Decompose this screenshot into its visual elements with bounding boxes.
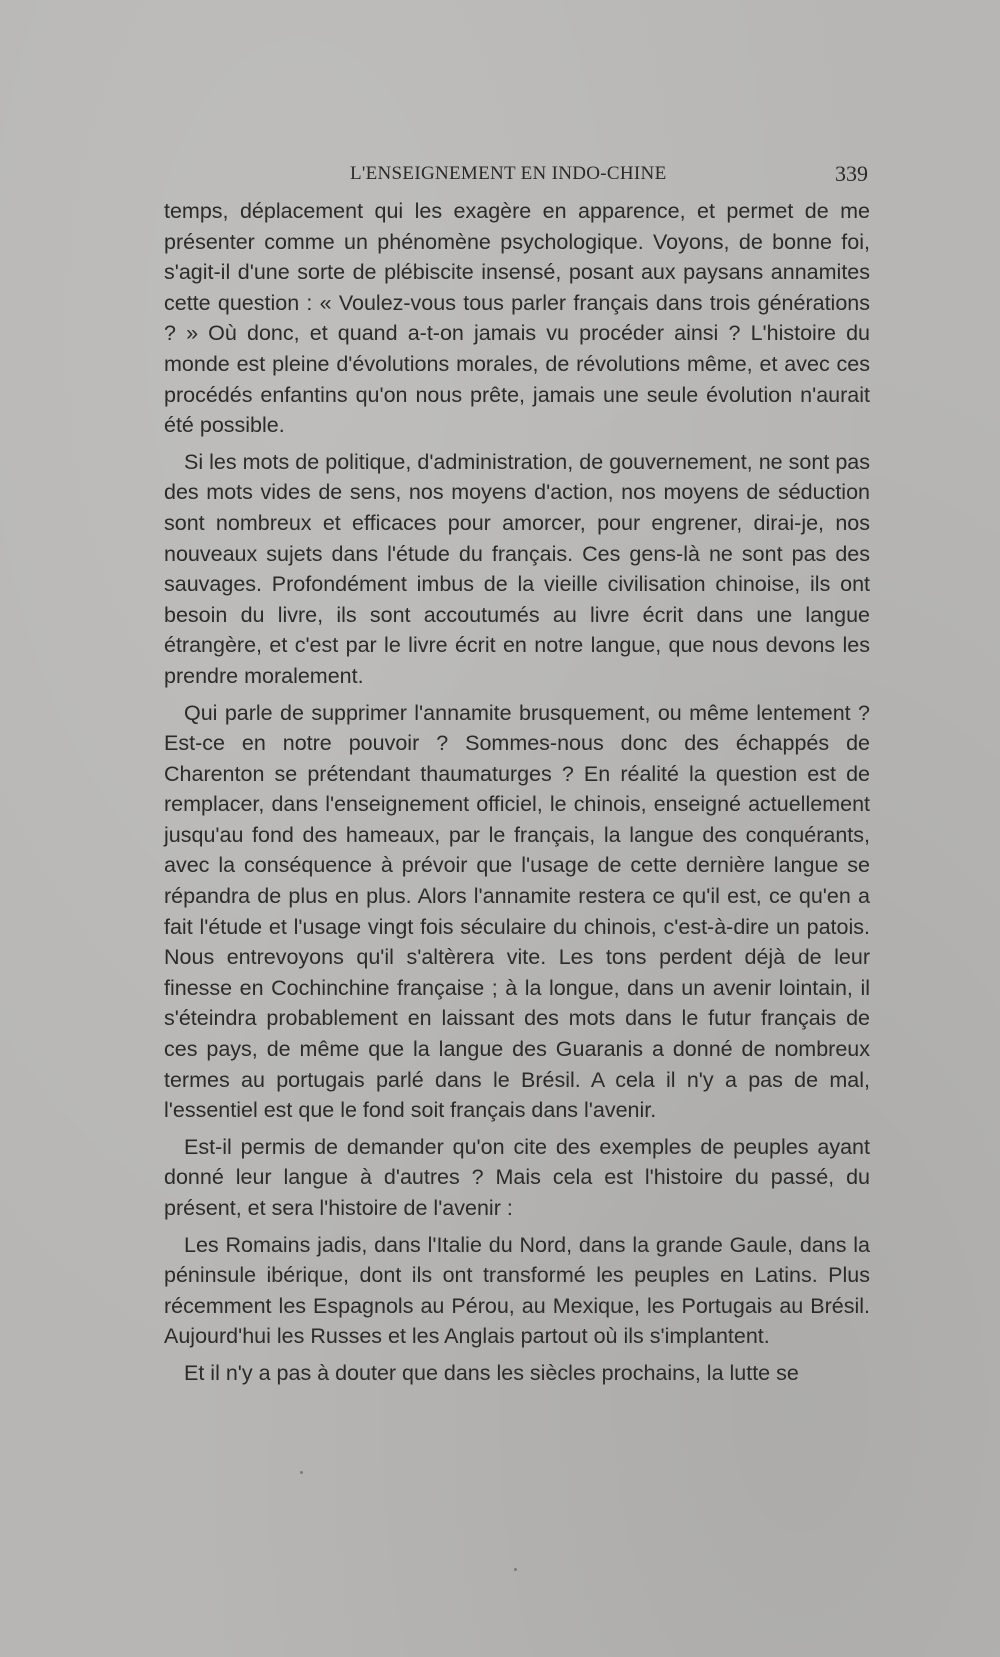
paragraph: Les Romains jadis, dans l'Italie du Nord, dans la grande Gaule, dans la péninsule ibérique, dont ils ont transformé les peuples en Latins. Plus récemment les Espagnols au Pérou, au Mexique, les Portugais au Brésil. Aujourd'hui les Russes et les Anglais partout où ils s'implantent. [164, 1232, 870, 1349]
page-header [168, 163, 868, 193]
paper-speck [300, 1471, 303, 1474]
body-text [164, 196, 870, 1389]
paragraph-last-line: Et il n'y a pas à douter que dans les siècles prochains, la lutte se [184, 1360, 799, 1385]
paragraph: Si les mots de politique, d'administration, de gouvernement, ne sont pas des mots vides de sens, nos moyens d'action, nos moyens de séduction sont nombreux et efficaces pour amorcer, pour engrener, dirai-je, nos nouveaux sujets dans l'étude du français. Ces gens-là ne sont pas des sauvages. Profondément imbus de la vieille civilisation chinoise, ils ont besoin du livre, ils sont accoutumés au livre écrit dans une langue étrangère, et c'est par le livre écrit en notre langue, que nous devons les prendre moralement. [164, 449, 870, 688]
paragraph-continuation: temps, déplacement qui les exagère en apparence, et permet de me présenter comme un phénomène psychologique. Voyons, de bonne foi, s'agit-il d'une sorte de plébiscite insensé, posant aux paysans annamites cette question : « Voulez-vous tous parler français dans trois générations ? » Où donc, et quand a-t-on jamais vu procéder ainsi ? L'histoire du monde est pleine d'évolutions morales, de révolutions même, et avec ces procédés enfantins qu'on nous prête, jamais une seule évolution n'aurait été possible. [164, 199, 870, 438]
running-title: L'ENSEIGNEMENT EN INDO-CHINE [350, 163, 667, 184]
page-number: 339 [835, 161, 868, 186]
paragraph: Est-il permis de demander qu'on cite des exemples de peuples ayant donné leur langue à d'autres ? Mais cela est l'histoire du passé, du présent, et sera l'histoire de l'avenir : [164, 1134, 870, 1220]
paper-speck [514, 1568, 517, 1571]
paragraph: Qui parle de supprimer l'annamite brusquement, ou même lentement ? Est-ce en notre pouvoir ? Sommes-nous donc des échappés de Charenton se prétendant thaumaturges ? En réalité la question est de remplacer, dans l'enseignement officiel, le chinois, enseigné actuellement jusqu'au fond des hameaux, par le français, la langue des conquérants, avec la conséquence à prévoir que l'usage de cette dernière langue se répandra de plus en plus. Alors l'annamite restera ce qu'il est, ce qu'en a fait l'étude et l'usage vingt fois séculaire du chinois, c'est-à-dire un patois. Nous entrevoyons qu'il s'altèrera vite. Les tons perdent déjà de leur finesse en Cochinchine française ; à la longue, dans un avenir lointain, il s'éteindra probablement en laissant des mots dans le futur français de ces pays, de même que la langue des Guaranis a donné de nombreux termes au portugais parlé dans le Brésil. A cela il n'y a pas de mal, l'essentiel est que le fond soit français dans l'avenir. [164, 700, 870, 1123]
